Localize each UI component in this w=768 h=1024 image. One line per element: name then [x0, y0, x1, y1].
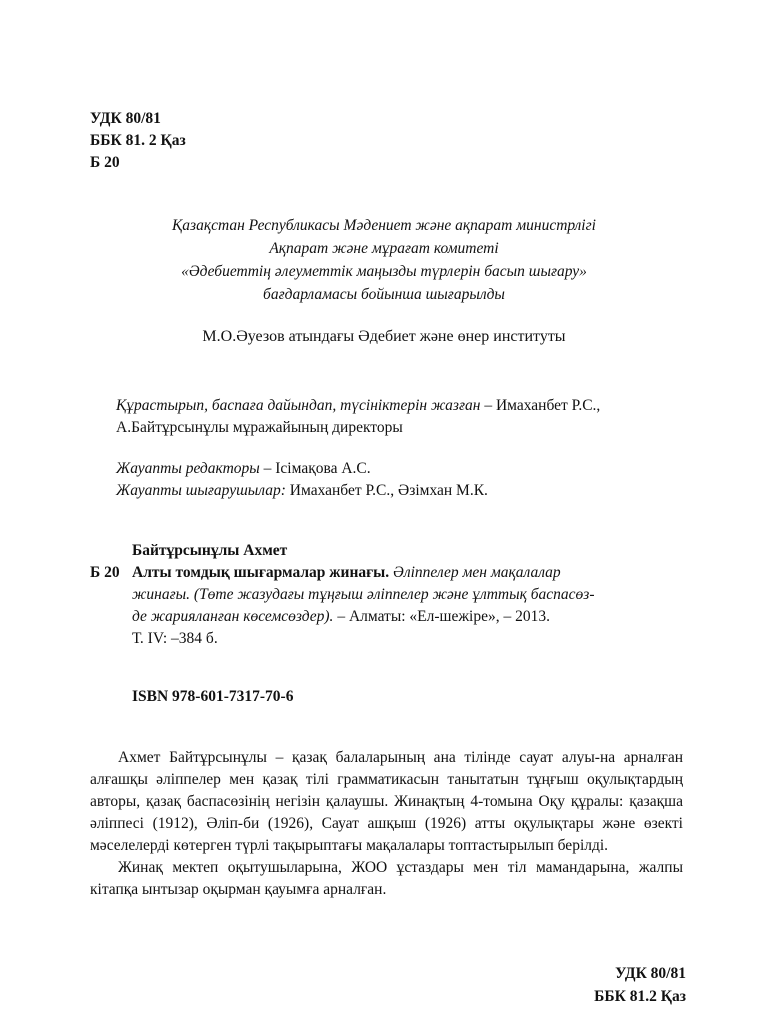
- editor-role: Жауапты редакторы: [116, 460, 260, 477]
- publishers-names: Имаханбет Р.С., Әзімхан М.К.: [285, 482, 488, 499]
- abstract-paragraph-2: Жинақ мектеп оқытушыларына, ЖОО ұстаздары мен тіл мамандарына, жалпы кітапқа ынтызар оқырман қауымға арналған.: [90, 859, 683, 898]
- classification-codes-top: [90, 108, 390, 174]
- bbk-code-bottom: ББК 81.2 Қаз: [594, 988, 686, 1005]
- abstract-paragraph-1: Ахмет Байтұрсынұлы – қазақ балаларының ана тілінде сауат алуы-на арналған алғашқы әліппелер мен қазақ тілі грамматикасын танытатын тұңғыш оқулықтардың авторы, қазақ баспасөзінің негізін қалаушы. Жинақтың 4-томына Оқу құралы: қазақша әліппесі (1912), Әліп-би (1926), Сауат ашқыш (1926) атты оқулықтары және өзекті мәселелерді көтерген түрлі тақырыптағы мақалалары топтастырылып берілді.: [90, 749, 683, 854]
- biblio-author: Байтұрсынұлы Ахмет: [132, 542, 288, 559]
- biblio-code: Б 20: [90, 564, 120, 581]
- ministry-line-1: Қазақстан Республикасы Мәдениет және ақпарат министрлігі: [172, 217, 596, 234]
- classification-codes-bottom: [594, 963, 686, 1009]
- ministry-line-4: бағдарламасы бойынша шығарылды: [263, 286, 505, 303]
- compiler-credit: [116, 395, 686, 439]
- bbk-code: ББК 81. 2 Қаз: [90, 132, 186, 149]
- biblio-volume: Т. IV: –384 б.: [132, 630, 218, 647]
- editors-credit: [116, 458, 686, 502]
- publishers-role: Жауапты шығарушылар:: [116, 482, 286, 499]
- biblio-subtitle-1: Әліппелер мен мақалалар: [389, 564, 561, 581]
- biblio-subtitle-2: жинағы. (Төте жазудағы тұңғыш әліппелер және ұлттық баспасөз-: [132, 586, 595, 603]
- biblio-title: Алты томдық шығармалар жинағы.: [132, 564, 390, 581]
- abstract: [90, 747, 683, 901]
- ministry-line-3: «Әдебиеттің әлеуметтік маңызды түрлерін басып шығару»: [181, 263, 587, 280]
- biblio-description: [132, 562, 654, 650]
- institute-name: М.О.Әуезов атындағы Әдебиет және өнер институты: [202, 328, 566, 345]
- udk-code-bottom: УДК 80/81: [615, 965, 686, 982]
- editor-name: – Ісімақова А.С.: [259, 460, 371, 477]
- biblio-subtitle-3: де жарияланған көсемсөздер).: [132, 608, 334, 625]
- author-mark: Б 20: [90, 154, 120, 171]
- udk-code: УДК 80/81: [90, 110, 161, 127]
- ministry-line-2: Ақпарат және мұрағат комитеті: [269, 240, 499, 257]
- compiler-position: А.Байтұрсынұлы мұражайының директоры: [116, 419, 403, 436]
- ministry-block: [90, 215, 678, 307]
- compiler-name: – Имаханбет Р.С.,: [484, 397, 601, 414]
- isbn: ISBN 978-601-7317-70-6: [132, 688, 294, 705]
- biblio-publisher: – Алматы: «Ел-шежіре», – 2013.: [333, 608, 550, 625]
- compiler-role: Құрастырып, баспаға дайындап, түсініктерін жазған: [116, 397, 481, 414]
